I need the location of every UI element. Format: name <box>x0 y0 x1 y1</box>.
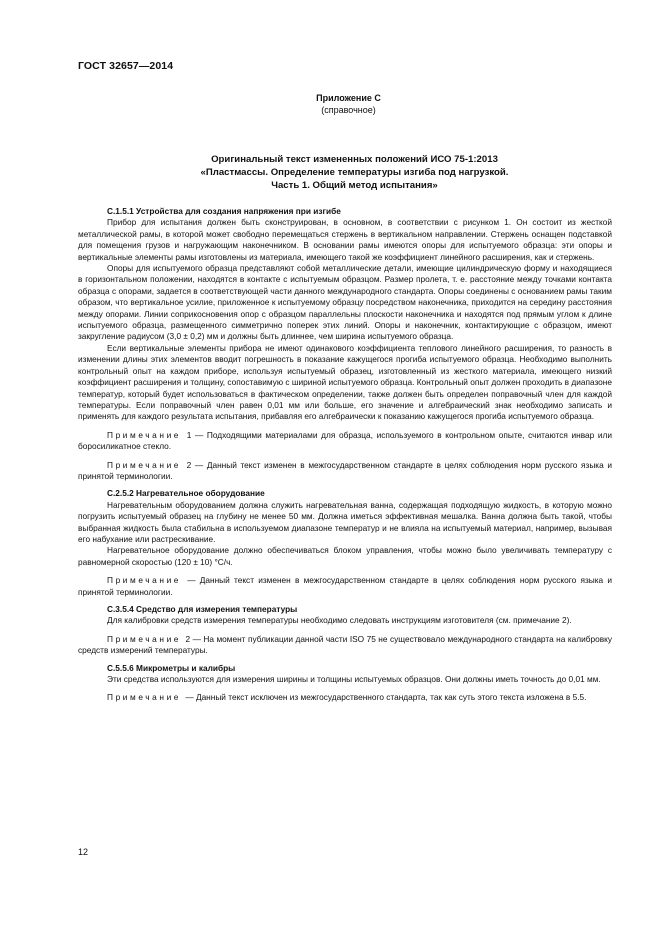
standard-header: ГОСТ 32657—2014 <box>78 60 174 72</box>
note-text: 2 — На момент публикации данной части ISO 75 не существовало международного стандарта на калибровку средств измерений температуры. <box>78 633 612 656</box>
section-heading: С.5.5.6 Микрометры и калибры <box>107 662 236 673</box>
paragraph: Для калибровки средств измерения температуры необходимо следовать инструкциям изготовителя (см. примечание 2). <box>107 615 572 626</box>
note <box>78 692 612 703</box>
document-title <box>0 153 661 192</box>
note-label: Примечание <box>107 575 182 586</box>
paragraph: Нагревательным оборудованием должна служить нагревательная ванна, содержащая подходящую жидкость, в которую можно погрузить испытуемый образец на глубину не менее 50 мм. Должна иметься эффективная мешалка. Ванна должна быть такой, чтобы выбранная жидкость была стабильна в используемом диапазоне температур и не влияла на испытуемый материал, например, вызывая его набухание или растрескивание. <box>78 499 612 544</box>
appendix-title: Приложение С <box>316 93 381 103</box>
paragraph: Прибор для испытания должен быть сконструирован, в основном, в соответствии с рисунком 1. Он состоит из жесткой металлической рамы, в которой может свободно перемещаться стержень в вертикальном направлении. Стержень оснащен подставкой для помещения грузов и нагружающим наконечником. В основании рамы имеются опоры для испытуемого образца: эти опоры и вертикальные элементы рамы изготовлены из материала, имеющего такой же коэффициент линейного расширения, как и стержень. <box>78 217 612 262</box>
note <box>78 460 612 483</box>
note-label: Примечание <box>107 692 182 703</box>
title-line: Часть 1. Общий метод испытания» <box>271 180 438 191</box>
note-text: 2 — Данный текст изменен в межгосударственном стандарте в целях соблюдения норм русского языка и принятой терминологии. <box>78 459 612 481</box>
paragraph: Нагревательное оборудование должно обеспечиваться блоком управления, чтобы можно было увеличивать температуру с равномерной скоростью (120 ± 10) °С/ч. <box>78 545 612 567</box>
section-heading: С.1.5.1 Устройства для создания напряжения при изгибе <box>107 206 341 216</box>
appendix-heading <box>0 92 661 116</box>
note-text: — Данный текст исключен из межгосударственного стандарта, так как суть этого текста изложена в 5.5. <box>185 692 587 703</box>
note <box>78 430 612 453</box>
section-heading: С.2.5.2 Нагревательное оборудование <box>107 488 265 499</box>
note <box>78 634 612 657</box>
section-heading: С.3.5.4 Средство для измерения температуры <box>107 604 298 614</box>
page-number: 12 <box>78 847 89 857</box>
note <box>78 575 612 598</box>
document-body <box>78 206 612 704</box>
note-text: 1 — Подходящими материалами для образца, используемого в контрольном опыте, считаются инвар или боросиликатное стекло. <box>78 429 612 452</box>
paragraph: Эти средства используются для измерения ширины и толщины испытуемых образцов. Они должны иметь точность до 0,01 мм. <box>107 674 601 685</box>
note-text: — Данный текст изменен в межгосударственном стандарте в целях соблюдения норм русского языка и принятой терминологии. <box>78 575 612 597</box>
title-line: Оригинальный текст измененных положений ИСО 75-1:2013 <box>211 154 498 165</box>
paragraph: Опоры для испытуемого образца представляют собой металлические детали, имеющие цилиндрическую форму и находящиеся в горизонтальном положении, находятся в контакте с испытуемым образцом. Размер пролета, т. е. расстояние между точками контакта образца с опорами, задается в соответствующей части данного международного стандарта. Опоры соединены с основанием рамы таким образом, что вертикальное усилие, приложенное к испытуемому образцу посредством наконечника, приходится на середину расстояния между опорами. Линии соприкосновения опор с образцом параллельны плоскости наконечника и находятся под прямым углом к длине испытуемого образца, размещенного симметрично поперек этих линий. Опоры и наконечник, контактирующие с образцом, имеют закругление радиусом (3,0 ± 0,2) мм и должны быть длиннее, чем ширина испытуемого образца. <box>78 263 612 342</box>
appendix-subtitle: (справочное) <box>321 105 376 115</box>
note-label: Примечание <box>107 633 182 644</box>
note-label: Примечание <box>107 429 182 440</box>
note-label: Примечание <box>107 459 182 470</box>
title-line: «Пластмассы. Определение температуры изгиба под нагрузкой. <box>200 167 509 178</box>
paragraph: Если вертикальные элементы прибора не имеют одинакового коэффициента теплового линейного расширения, то разность в изменении длины этих элементов вводит погрешность в показание кажущегося прогиба испытуемого образца. Необходимо выполнить контрольный опыт на каждом приборе, используя испытуемый образец, изготовленный из жесткого материала, имеющего низкий коэффициент расширения и толщину, сопоставимую с шириной испытуемого образца. Контрольный опыт должен проходить в диапазоне температур, который будет использоваться в фактическом определении, также должен быть определен поправочный член для каждой температуры. Если поправочный член равен 0,01 мм или больше, его значение и алгебраический знак необходимо записать и применять для каждого результата испытания, прибавляя его алгебраически к показанию кажущегося прогиба испытуемого образца. <box>78 342 612 422</box>
